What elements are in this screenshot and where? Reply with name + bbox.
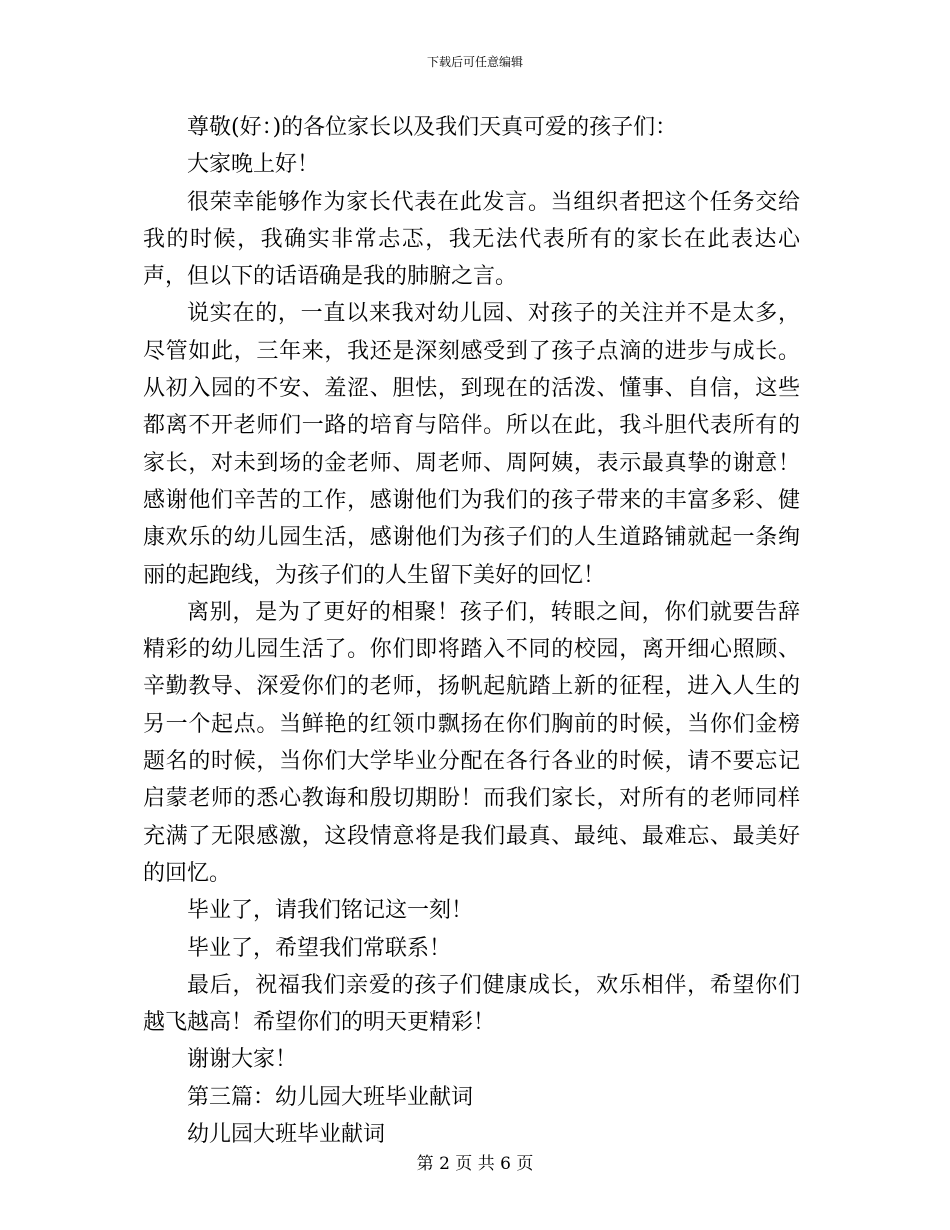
page-header-note: 下载后可任意编辑 bbox=[426, 55, 523, 69]
paragraph-intro: 很荣幸能够作为家长代表在此发言。当组织者把这个任务交给我的时候，我确实非常忐忑，我无法代表所有的家长在此表达心声，但以下的话语确是我的肺腑之言。 bbox=[143, 189, 800, 290]
paragraph-thanks: 说实在的，一直以来我对幼儿园、对孩子的关注并不是太多，尽管如此，三年来，我还是深刻感受到了孩子点滴的进步与成长。从初入园的不安、羞涩、胆怯，到现在的活泼、懂事、自信，这些都离不开老师们一路的培育与陪伴。所以在此，我斗胆代表所有的家长，对未到场的金老师、周老师、周阿姨，表示最真挚的谢意！感谢他们辛苦的工作，感谢他们为我们的孩子带来的丰富多彩、健康欢乐的幼儿园生活，感谢他们为孩子们的人生道路铺就起一条绚丽的起跑线，为孩子们的人生留下美好的回忆！ bbox=[143, 301, 800, 588]
paragraph-keep-in-touch: 毕业了，希望我们常联系！ bbox=[187, 935, 452, 961]
page-number: 第 2 页 共 6 页 bbox=[416, 1154, 534, 1174]
document-body bbox=[143, 109, 800, 1153]
paragraph-remember: 毕业了，请我们铭记这一刻！ bbox=[187, 898, 474, 924]
paragraph-farewell: 离别，是为了更好的相聚！孩子们，转眼之间，你们就要告辞精彩的幼儿园生活了。你们即将踏入不同的校园，离开细心照顾、辛勤教导、深爱你们的老师，扬帆起航踏上新的征程，进入人生的另一个起点。当鲜艳的红领巾飘扬在你们胸前的时候，当你们金榜题名的时候，当你们大学毕业分配在各行各业的时候，请不要忘记启蒙老师的悉心教诲和殷切期盼！而我们家长，对所有的老师同样充满了无限感激，这段情意将是我们最真、最纯、最难忘、最美好的回忆。 bbox=[143, 599, 800, 886]
paragraph-greeting: 大家晚上好！ bbox=[187, 152, 320, 178]
section-heading: 第三篇：幼儿园大班毕业献词 bbox=[187, 1084, 474, 1110]
paragraph-blessing: 最后，祝福我们亲爱的孩子们健康成长，欢乐相伴，希望你们越飞越高！希望你们的明天更精彩！ bbox=[143, 972, 800, 1036]
paragraph-thank-you: 谢谢大家！ bbox=[187, 1047, 298, 1073]
paragraph-salutation: 尊敬(好：)的各位家长以及我们天真可爱的孩子们： bbox=[187, 115, 678, 140]
section-title: 幼儿园大班毕业献词 bbox=[187, 1122, 386, 1148]
